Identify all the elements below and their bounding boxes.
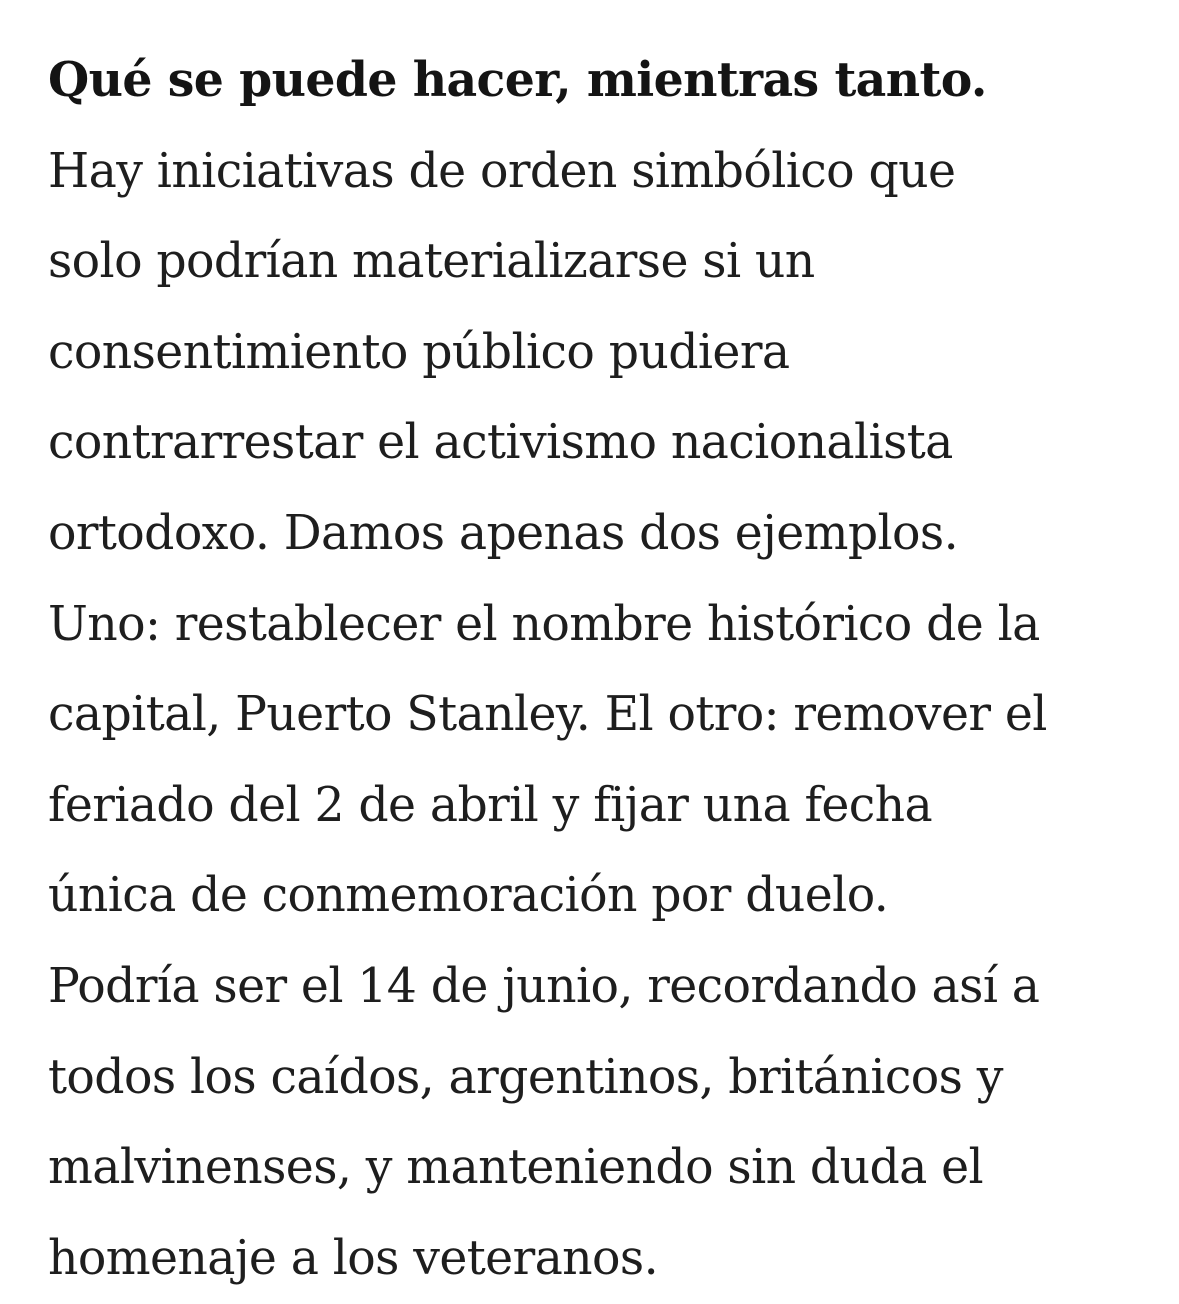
paragraph-line: Hay iniciativas de orden simbólico que [48,143,956,199]
paragraph-line: contrarrestar el activismo nacionalista [48,415,953,471]
paragraph-line: todos los caídos, argentinos, británicos y [48,1049,1003,1105]
paragraph-line: ortodoxo. Damos apenas dos ejemplos. [48,505,959,561]
article-body [48,36,1158,1304]
paragraph-line: capital, Puerto Stanley. El otro: remover el [48,687,1047,743]
paragraph-line: feriado del 2 de abril y fijar una fecha [48,777,933,833]
paragraph-line: homenaje a los veteranos. [48,1230,659,1286]
paragraph-line: consentimiento público pudiera [48,324,790,380]
paragraph-line: Uno: restablecer el nombre histórico de la [48,596,1040,652]
paragraph-line: única de conmemoración por duelo. [48,868,889,924]
section-heading: Qué se puede hacer, mientras tanto. [48,53,987,108]
paragraph-line: malvinenses, y manteniendo sin duda el [48,1140,984,1196]
paragraph-line: solo podrían materializarse si un [48,234,815,290]
paragraph-line: Podría ser el 14 de junio, recordando así a [48,958,1040,1014]
